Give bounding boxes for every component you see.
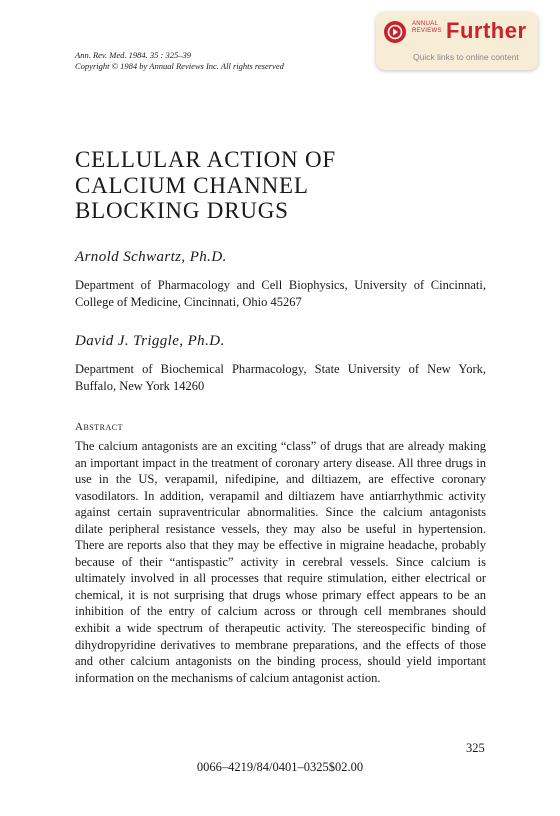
journal-citation-line: Ann. Rev. Med. 1984. 35 : 325–39 [75, 50, 191, 60]
title-line: CELLULAR ACTION OF [75, 147, 337, 172]
author-affiliation: Department of Pharmacology and Cell Biophysics, University of Cincinnati, College of Medicine, Cincinnati, Ohio 45267 [75, 278, 486, 309]
author-name: Arnold Schwartz, Ph.D. [75, 249, 227, 265]
annual-reviews-logo-icon [384, 21, 406, 43]
annual-reviews-wordmark [412, 21, 442, 35]
abstract-heading: Abstract [75, 421, 123, 433]
further-tagline: Quick links to online content [413, 52, 519, 62]
author-affiliation: Department of Biochemical Pharmacology, State University of New York, Buffalo, New York 14260 [75, 362, 486, 393]
further-banner[interactable] [376, 12, 538, 70]
abstract-text: The calcium antagonists are an exciting “class” of drugs that are already making an important impact in the treatment of coronary artery disease. All three drugs in use in the US, verapamil, nifedipine, and diltiazem, are effective coronary vasodilators. In addition, verapamil and diltiazem have antiarrhythmic activity against certain supraventricular abnormalities. Since the calcium antagonists dilate peripheral resistance vessels, they may also be useful in hypertension. There are reports also that they may be effective in migraine headache, probably because of their “antispastic” activity in cerebral vessels. Since calcium is ultimately involved in all processes that require stimulation, either electrical or chemical, it is not surprising that drugs whose primary effect appears to be an inhibition of the entry of calcium across or through cell membranes should exhibit a wide spectrum of therapeutic activity. The stereospecific binding of dihydropyridine derivatives to membrane preparations, and the effects of those and other calcium antagonists on the binding process, should yield important information on the mechanisms of calcium antagonist action. [75, 439, 486, 685]
copyright-line: Copyright © 1984 by Annual Reviews Inc. All rights reserved [75, 61, 284, 71]
author-name: David J. Triggle, Ph.D. [75, 333, 225, 349]
page-number: 325 [466, 741, 485, 755]
article-code: 0066–4219/84/0401–0325$02.00 [196, 760, 364, 774]
wordmark-line: ANNUAL [412, 21, 439, 27]
further-label: Further [446, 18, 527, 43]
article-title [75, 147, 336, 224]
title-line: CALCIUM CHANNEL [75, 172, 309, 198]
wordmark-line: REVIEWS [412, 28, 442, 34]
title-line: BLOCKING DRUGS [75, 198, 289, 223]
journal-citation [75, 50, 284, 72]
